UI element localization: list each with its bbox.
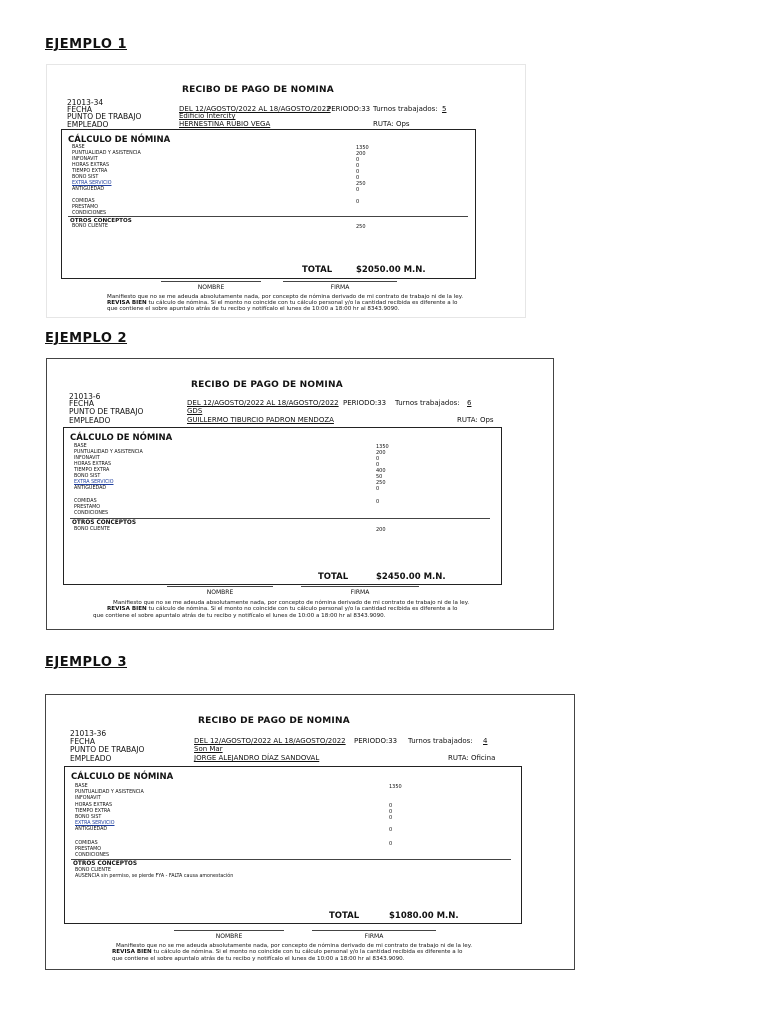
fecha-label: FECHA <box>70 737 96 746</box>
nombre-label: NOMBRE <box>197 284 225 291</box>
empleado-value: HERNESTINA RUBIO VEGA <box>179 120 271 128</box>
note-line: tu cálculo de nómina. Si el monto no coincide con tu cálculo personal y/o la cantidad recibida es diferente a lo <box>148 300 458 306</box>
row-label: PUNTUALIDAD Y ASISTENCIA <box>72 151 141 156</box>
folio: 21013-36 <box>70 729 107 738</box>
note-bold: REVISA BIEN <box>107 606 147 612</box>
divider <box>68 216 468 217</box>
nombre-label: NOMBRE <box>206 589 234 596</box>
signature-line <box>301 586 419 587</box>
example-heading: EJEMPLO 1 <box>45 37 128 52</box>
row-label: BASE <box>75 784 88 789</box>
note-bold: REVISA BIEN <box>112 949 152 955</box>
otros-title: OTROS CONCEPTOS <box>73 861 138 867</box>
row-value: 0 <box>389 803 393 809</box>
row-label: PUNTUALIDAD Y ASISTENCIA <box>74 450 143 455</box>
row-label: PRESTAMO <box>75 847 102 852</box>
row-value: 0 <box>376 486 380 492</box>
payroll-receipt <box>46 64 526 318</box>
row-label: BONO CLIENTE <box>72 224 108 229</box>
row-value: 0 <box>389 809 393 815</box>
row-value: 250 <box>356 224 366 230</box>
row-label: HORAS EXTRAS <box>72 163 109 168</box>
row-value: 200 <box>376 450 386 456</box>
turnos-label: Turnos trabajados: <box>408 737 473 745</box>
divider <box>71 859 511 860</box>
calculo-box <box>64 766 522 924</box>
receipt-title: RECIBO DE PAGO DE NOMINA <box>198 716 350 726</box>
row-label: INFONAVIT <box>74 456 100 461</box>
row-label: COMIDAS <box>75 841 98 846</box>
signature-line <box>174 930 284 931</box>
empleado-value: JORGE ALEJANDRO DÍAZ SANDOVAL <box>194 754 320 762</box>
receipt-title: RECIBO DE PAGO DE NOMINA <box>182 85 334 95</box>
row-label-link[interactable]: EXTRA SERVICIO <box>74 480 114 485</box>
row-label: PUNTUALIDAD Y ASISTENCIA <box>75 790 144 795</box>
row-value: 0 <box>376 456 380 462</box>
calc-title: CÁLCULO DE NÓMINA <box>71 772 174 782</box>
row-label: INFONAVIT <box>72 157 98 162</box>
note-line: tu cálculo de nómina. Si el monto no coincide con tu cálculo personal y/o la cantidad recibida es diferente a lo <box>153 949 463 955</box>
row-label: CONDICIONES <box>74 511 109 516</box>
row-label: CONDICIONES <box>75 853 110 858</box>
row-value: 0 <box>356 163 360 169</box>
periodo: PERIODO:33 <box>343 399 387 407</box>
row-value: 0 <box>356 187 360 193</box>
row-value: 400 <box>376 468 386 474</box>
row-label: COMIDAS <box>74 499 97 504</box>
turnos-label: Turnos trabajados: <box>373 105 438 113</box>
payroll-receipt <box>46 358 554 630</box>
signature-line <box>167 586 273 587</box>
row-label: INFONAVIT <box>75 796 101 801</box>
row-label: BONO SIST <box>75 815 102 820</box>
fecha-label: FECHA <box>69 399 95 408</box>
row-value: 250 <box>376 480 386 486</box>
row-value: 0 <box>356 169 360 175</box>
turnos-value: 6 <box>467 399 472 407</box>
firma-label: FIRMA <box>330 284 350 291</box>
row-label: ANTIGÜEDAD <box>74 486 107 491</box>
note-line: que contiene el sobre apuntalo atrás de tu recibo y notifícalo el lunes de 10:00 a 18:00 hr al 8343.9090. <box>107 306 400 312</box>
row-value: 250 <box>356 181 366 187</box>
row-value: 0 <box>356 175 360 181</box>
row-label: BASE <box>72 145 85 150</box>
row-label: ANTIGÜEDAD <box>72 187 105 192</box>
row-label: HORAS EXTRAS <box>75 803 112 808</box>
fecha-value: DEL 12/AGOSTO/2022 AL 18/AGOSTO/2022 <box>194 737 346 745</box>
otros-title: OTROS CONCEPTOS <box>70 218 132 224</box>
note-line: Manifiesto que no se me adeuda absolutamente nada, por concepto de nómina derivado de mi contrato de trabajo ni de la ley. <box>116 943 473 949</box>
turnos-value: 5 <box>442 105 447 113</box>
firma-label: FIRMA <box>350 589 370 596</box>
turnos-value: 4 <box>483 737 488 745</box>
row-label: BONO CLIENTE <box>74 527 110 532</box>
note-line: Manifiesto que no se me adeuda absolutamente nada, por concepto de nómina derivado de mi contrato de trabajo ni de la ley. <box>113 600 470 606</box>
row-value: 0 <box>356 157 360 163</box>
empleado-value: GUILLERMO TIBURCIO PADRON MENDOZA <box>187 416 334 424</box>
row-value: 1350 <box>376 444 389 450</box>
calc-title: CÁLCULO DE NÓMINA <box>70 433 173 443</box>
row-label: TIEMPO EXTRA <box>74 468 110 473</box>
total-label: TOTAL <box>302 265 333 275</box>
fecha-value: DEL 12/AGOSTO/2022 AL 18/AGOSTO/2022 <box>179 105 331 113</box>
row-label: HORAS EXTRAS <box>74 462 111 467</box>
periodo: PERIODO:33 <box>327 105 371 113</box>
row-label: COMIDAS <box>72 199 95 204</box>
receipt-title: RECIBO DE PAGO DE NOMINA <box>191 380 343 390</box>
row-label: BASE <box>74 444 87 449</box>
divider <box>70 518 490 519</box>
punto-label: PUNTO DE TRABAJO <box>69 407 144 416</box>
payroll-receipt <box>45 694 575 970</box>
row-value: 200 <box>376 527 386 533</box>
row-label: CONDICIONES <box>72 211 107 216</box>
signature-line <box>161 281 261 282</box>
calculo-box <box>61 129 476 279</box>
note-line: que contiene el sobre apuntalo atrás de tu recibo y notifícalo el lunes de 10:00 a 18:00 hr al 8343.9090. <box>93 613 386 619</box>
punto-value: Edificio Intercity <box>179 112 236 120</box>
row-label: ANTIGÜEDAD <box>75 827 108 832</box>
empleado-label: EMPLEADO <box>70 754 112 763</box>
firma-label: FIRMA <box>364 933 384 940</box>
row-value: 0 <box>376 462 380 468</box>
row-label: BONO CLIENTE <box>75 868 111 873</box>
note-paragraph <box>107 606 457 613</box>
calc-title: CÁLCULO DE NÓMINA <box>68 135 171 145</box>
fecha-value: DEL 12/AGOSTO/2022 AL 18/AGOSTO/2022 <box>187 399 339 407</box>
punto-label: PUNTO DE TRABAJO <box>70 745 145 754</box>
note-line: que contiene el sobre apuntalo atrás de tu recibo y notifícalo el lunes de 10:00 a 18:00 hr al 8343.9090. <box>112 956 405 962</box>
turnos-label: Turnos trabajados: <box>395 399 460 407</box>
example-heading: EJEMPLO 3 <box>45 655 128 670</box>
row-value: 0 <box>376 499 380 505</box>
calculo-box <box>63 427 502 585</box>
example-heading: EJEMPLO 2 <box>45 331 128 346</box>
row-label: PRESTAMO <box>72 205 99 210</box>
note-paragraph <box>112 949 462 956</box>
row-value: 0 <box>356 199 360 205</box>
ruta: RUTA: Ops <box>457 416 494 424</box>
row-value: 50 <box>376 474 383 480</box>
empleado-label: EMPLEADO <box>67 120 109 129</box>
folio: 21013-6 <box>69 392 101 401</box>
row-label-link[interactable]: EXTRA SERVICIO <box>72 181 112 186</box>
row-label-link[interactable]: EXTRA SERVICIO <box>75 821 115 826</box>
ruta: RUTA: Ops <box>373 120 410 128</box>
row-value: 1350 <box>389 784 402 790</box>
folio: 21013-34 <box>67 98 104 107</box>
row-label: BONO SIST <box>74 474 101 479</box>
otros-title: OTROS CONCEPTOS <box>72 520 137 526</box>
row-value: 1350 <box>356 145 369 151</box>
row-label: PRESTAMO <box>74 505 101 510</box>
total-label: TOTAL <box>318 572 349 582</box>
note-line: tu cálculo de nómina. Si el monto no coincide con tu cálculo personal y/o la cantidad recibida es diferente a lo <box>148 606 458 612</box>
row-label: BONO SIST <box>72 175 99 180</box>
nombre-label: NOMBRE <box>215 933 243 940</box>
signature-line <box>312 930 436 931</box>
total-label: TOTAL <box>329 911 360 921</box>
fecha-label: FECHA <box>67 105 93 114</box>
note-line: Manifiesto que no se me adeuda absolutamente nada, por concepto de nómina derivado de mi contrato de trabajo ni de la ley. <box>107 294 464 300</box>
total-value: $2450.00 M.N. <box>376 572 446 582</box>
note-bold: REVISA BIEN <box>107 300 147 306</box>
row-value: 0 <box>389 815 393 821</box>
total-value: $2050.00 M.N. <box>356 265 426 275</box>
periodo: PERIODO:33 <box>354 737 398 745</box>
total-value: $1080.00 M.N. <box>389 911 459 921</box>
ruta: RUTA: Oficina <box>448 754 496 762</box>
row-label: TIEMPO EXTRA <box>72 169 108 174</box>
row-value: 200 <box>356 151 366 157</box>
empleado-label: EMPLEADO <box>69 416 111 425</box>
row-label: AUSENCIA sin permiso, se pierde FYA - FALTA causa amonestación <box>75 874 234 879</box>
row-value: 0 <box>389 827 393 833</box>
signature-line <box>283 281 397 282</box>
punto-value: GDS <box>187 407 203 415</box>
punto-value: Son Mar <box>194 745 223 753</box>
punto-label: PUNTO DE TRABAJO <box>67 112 142 121</box>
row-value: 0 <box>389 841 393 847</box>
row-label: TIEMPO EXTRA <box>75 809 111 814</box>
